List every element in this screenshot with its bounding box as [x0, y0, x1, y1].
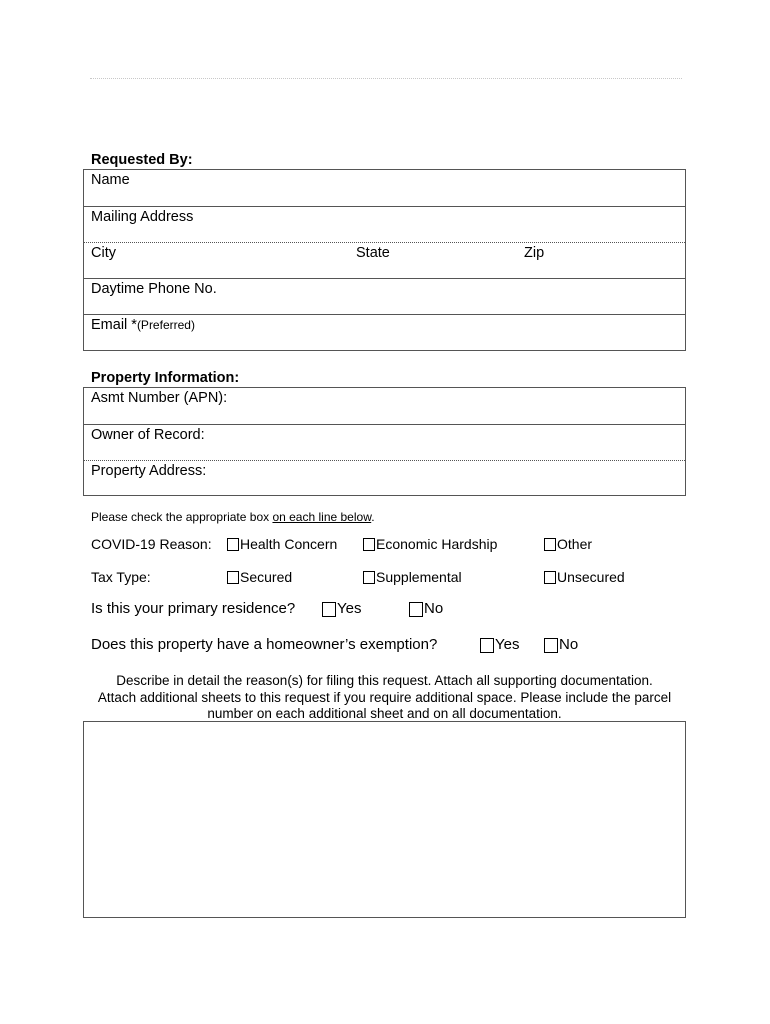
primary-yes-label: Yes: [337, 600, 362, 617]
instructions-suffix: .: [371, 510, 375, 524]
email-preferred-note: (Preferred): [136, 318, 195, 332]
economic-hardship-label: Economic Hardship: [376, 536, 498, 552]
checkbox-health-concern[interactable]: [227, 538, 239, 551]
city-label: City: [91, 245, 116, 261]
exemption-question: Does this property have a homeowner’s exemption?: [91, 636, 438, 653]
tax-type-label: Tax Type:: [91, 569, 151, 585]
mailing-address-label: Mailing Address: [91, 209, 194, 225]
apn-label: Asmt Number (APN):: [91, 390, 228, 406]
checkbox-exemption-yes[interactable]: [480, 638, 494, 653]
checkbox-primary-no[interactable]: [409, 602, 423, 617]
covid-economic-hardship-option[interactable]: [363, 536, 497, 552]
description-line-2: Attach additional sheets to this request if you require additional space. Please include the parcel: [97, 689, 672, 705]
property-info-box: [83, 387, 686, 496]
instructions-underlined: on each line below: [272, 510, 372, 524]
phone-field[interactable]: [84, 278, 685, 314]
name-label: Name: [91, 172, 130, 188]
primary-residence-no-option[interactable]: [409, 601, 443, 617]
phone-label: Daytime Phone No.: [91, 281, 217, 297]
tax-supplemental-option[interactable]: [363, 569, 462, 585]
owner-label: Owner of Record:: [91, 427, 205, 443]
check-instructions: [91, 508, 375, 526]
health-concern-label: Health Concern: [240, 536, 338, 552]
property-address-label: Property Address:: [91, 463, 207, 479]
instructions-prefix: Please check the appropriate box: [91, 510, 273, 524]
reason-description-textarea[interactable]: [83, 721, 686, 918]
checkbox-primary-yes[interactable]: [322, 602, 336, 617]
header-dotted-line: [90, 78, 682, 79]
covid-health-concern-option[interactable]: [227, 536, 337, 552]
requested-by-box: [83, 169, 686, 351]
city-state-zip-row[interactable]: [84, 242, 685, 278]
name-field[interactable]: [84, 170, 685, 206]
mailing-address-field[interactable]: [84, 206, 685, 242]
checkbox-unsecured[interactable]: [544, 571, 556, 584]
unsecured-label: Unsecured: [557, 569, 625, 585]
property-info-title: Property Information:: [91, 370, 240, 386]
checkbox-secured[interactable]: [227, 571, 239, 584]
primary-residence-question: Is this your primary residence?: [91, 600, 296, 617]
tax-secured-option[interactable]: [227, 569, 292, 585]
other-label: Other: [557, 536, 593, 552]
secured-label: Secured: [240, 569, 293, 585]
state-label: State: [356, 245, 390, 261]
covid-reason-label: COVID-19 Reason:: [91, 536, 212, 552]
covid-other-option[interactable]: [544, 536, 592, 552]
property-address-field[interactable]: [84, 460, 685, 495]
owner-field[interactable]: [84, 424, 685, 460]
checkbox-other[interactable]: [544, 538, 556, 551]
checkbox-economic-hardship[interactable]: [363, 538, 375, 551]
exemption-yes-label: Yes: [495, 636, 520, 653]
requested-by-title: Requested By:: [91, 152, 193, 168]
exemption-no-label: No: [559, 636, 579, 653]
description-instructions: [83, 673, 686, 723]
primary-residence-yes-option[interactable]: [322, 601, 361, 617]
email-label: [91, 316, 195, 334]
exemption-no-option[interactable]: [544, 637, 578, 653]
email-field[interactable]: [84, 314, 685, 348]
tax-unsecured-option[interactable]: [544, 569, 625, 585]
email-label-text: Email *: [91, 317, 137, 333]
primary-no-label: No: [424, 600, 444, 617]
apn-field[interactable]: [84, 388, 685, 424]
checkbox-supplemental[interactable]: [363, 571, 375, 584]
zip-label: Zip: [524, 245, 545, 261]
checkbox-exemption-no[interactable]: [544, 638, 558, 653]
supplemental-label: Supplemental: [376, 569, 462, 585]
description-line-1: Describe in detail the reason(s) for filing this request. Attach all supporting documentation.: [116, 673, 653, 688]
description-line-3: number on each additional sheet and on all documentation.: [207, 706, 562, 721]
exemption-yes-option[interactable]: [480, 637, 519, 653]
